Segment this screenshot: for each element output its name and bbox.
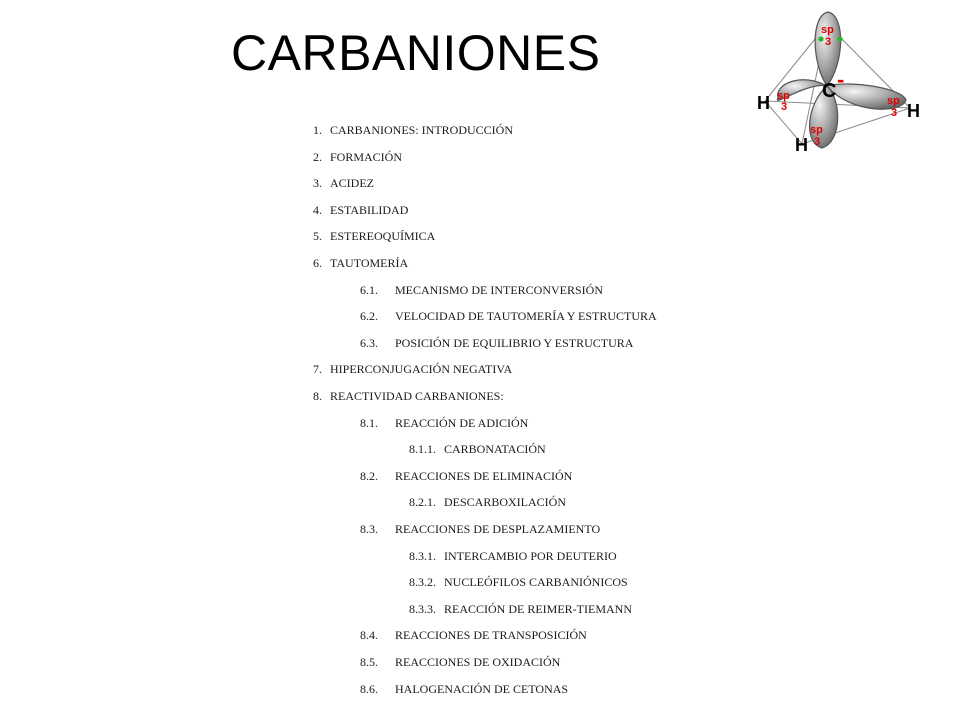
toc-entry [360,627,587,643]
toc-entry-text: REACCIONES DE DESPLAZAMIENTO [395,522,601,536]
hydrogen-label-bottom: H [795,135,808,155]
toc-entry-text: REACCIÓN DE ADICIÓN [395,416,529,430]
toc-entry-number: 3. [313,176,322,190]
toc-entry [313,388,504,404]
toc-entry-text: INTERCAMBIO POR DEUTERIO [444,549,617,563]
toc-entry-number: 7. [313,362,322,376]
toc-entry-text: FORMACIÓN [330,150,403,164]
toc-entry-number: 8.3.1. [409,549,436,563]
sp3-superscript-right: 3 [891,107,898,119]
toc-entry-text: MECANISMO DE INTERCONVERSIÓN [395,283,604,297]
toc-entry-number: 8. [313,389,322,403]
toc-entry-text: REACCIONES DE TRANSPOSICIÓN [395,628,587,642]
toc-entry-text: ACIDEZ [330,176,374,190]
toc-entry-text: POSICIÓN DE EQUILIBRIO Y ESTRUCTURA [395,336,634,350]
toc-entry-text: CARBANIONES: INTRODUCCIÓN [330,123,514,137]
sp3-label-top: sp [821,24,834,36]
sp3-superscript-bottom: 3 [814,136,821,148]
toc-entry-text: DESCARBOXILACIÓN [444,495,567,509]
electron-dot [837,36,842,41]
toc-entry-text: ESTEREOQUÍMICA [330,229,436,243]
toc-entry-number: 6.2. [360,309,378,323]
toc-entry-number: 8.6. [360,682,378,696]
toc-entry [313,149,402,165]
toc-entry [313,175,374,191]
toc-entry-number: 6.1. [360,283,378,297]
electron-dot [818,36,823,41]
toc-entry [360,308,657,324]
sp3-label-bottom: sp [810,124,823,136]
sp3-superscript-top: 3 [825,36,832,48]
toc-entry [313,122,513,138]
toc-entry [360,521,600,537]
toc-entry-text: NUCLEÓFILOS CARBANIÓNICOS [444,575,628,589]
toc-entry-text: TAUTOMERÍA [330,256,409,270]
hydrogen-label-right: H [907,101,920,121]
toc-entry-number: 8.3.2. [409,575,436,589]
toc-entry-text: REACCIONES DE OXIDACIÓN [395,655,561,669]
toc-entry-number: 6.3. [360,336,378,350]
toc-entry-number: 8.2.1. [409,495,436,509]
toc-entry [409,601,632,617]
toc-entry [313,255,408,271]
sp3-label-right: sp [887,95,900,107]
toc-entry [360,681,568,697]
slide-title: CARBANIONES [231,25,601,81]
toc-entry-number: 8.4. [360,628,378,642]
carbanion-orbital-diagram [750,2,940,162]
toc-entry-text: HIPERCONJUGACIÓN NEGATIVA [330,362,513,376]
hydrogen-label-left: H [757,93,770,113]
toc-entry-number: 4. [313,203,322,217]
toc-entry-text: ESTABILIDAD [330,203,409,217]
toc-entry [313,361,512,377]
toc-entry [313,202,408,218]
toc-entry-number: 8.3. [360,522,378,536]
carbon-atom-label: C [822,80,837,102]
toc-entry-number: 2. [313,150,322,164]
toc-entry [409,441,546,457]
toc-entry [313,228,435,244]
sp3-superscript-left: 3 [781,101,788,113]
toc-entry-text: CARBONATACIÓN [444,442,546,456]
toc-entry-number: 8.3.3. [409,602,436,616]
toc-entry-number: 8.1.1. [409,442,436,456]
toc-entry-number: 8.2. [360,469,378,483]
toc-entry-number: 5. [313,229,322,243]
toc-entry-text: HALOGENACIÓN DE CETONAS [395,682,569,696]
toc-entry [360,468,572,484]
toc-entry-number: 6. [313,256,322,270]
toc-entry-number: 1. [313,123,322,137]
toc-entry-text: REACCIONES DE ELIMINACIÓN [395,469,573,483]
toc-entry [409,494,566,510]
toc-entry-text: VELOCIDAD DE TAUTOMERÍA Y ESTRUCTURA [395,309,657,323]
toc-entry-text: REACTIVIDAD CARBANIONES: [330,389,504,403]
charge-label: - [837,67,845,92]
toc-entry-number: 8.5. [360,655,378,669]
sp3-label-left: sp [777,90,790,102]
toc-entry-number: 8.1. [360,416,378,430]
toc-entry [409,548,617,564]
toc-entry [360,335,633,351]
toc-entry [360,654,560,670]
toc-entry [409,574,628,590]
toc-entry [360,282,603,298]
toc-entry [360,415,528,431]
toc-entry-text: REACCIÓN DE REIMER-TIEMANN [444,602,632,616]
